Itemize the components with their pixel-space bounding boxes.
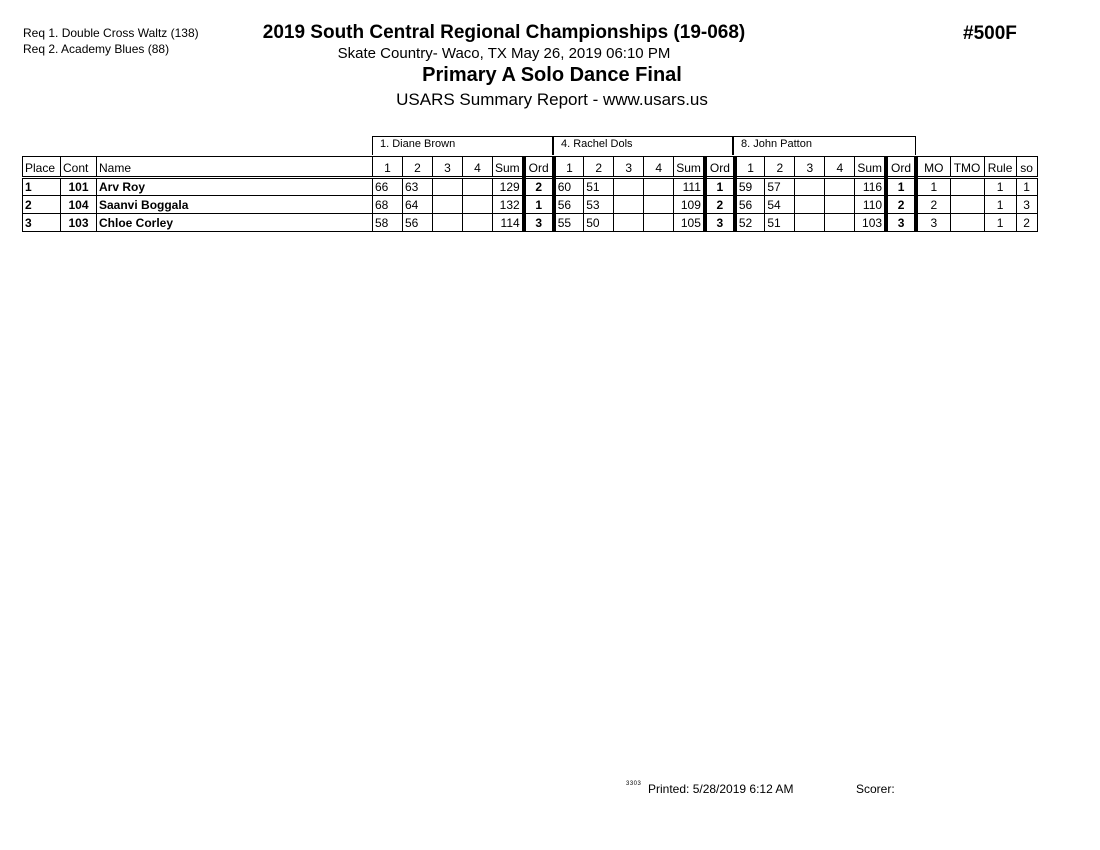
sum: 110: [855, 196, 886, 214]
score: 55: [554, 214, 584, 232]
score: [795, 178, 825, 196]
place: 2: [23, 196, 61, 214]
score: [795, 196, 825, 214]
judge-header-1: 1. Diane Brown: [372, 136, 553, 155]
col-so: so: [1016, 157, 1037, 178]
col-j3-sum: Sum: [855, 157, 886, 178]
score: [463, 196, 493, 214]
score: 51: [765, 214, 795, 232]
score: 56: [735, 196, 765, 214]
col-j2-sum: Sum: [674, 157, 705, 178]
so: 2: [1016, 214, 1037, 232]
score: [614, 178, 644, 196]
judge-header-3: 8. John Patton: [733, 136, 916, 155]
place: 3: [23, 214, 61, 232]
requirement-2: Req 2. Academy Blues (88): [23, 42, 170, 56]
col-j1-s4: 4: [463, 157, 493, 178]
rule: 1: [984, 214, 1016, 232]
col-j1-s3: 3: [433, 157, 463, 178]
score: [795, 214, 825, 232]
score: [644, 196, 674, 214]
sum: 109: [674, 196, 705, 214]
skater-name: Chloe Corley: [97, 214, 373, 232]
score: 50: [584, 214, 614, 232]
col-mo: MO: [916, 157, 950, 178]
score: 56: [403, 214, 433, 232]
col-j2-s4: 4: [644, 157, 674, 178]
place: 1: [23, 178, 61, 196]
mo: 3: [916, 214, 950, 232]
score: [825, 196, 855, 214]
footer-code: 3303: [626, 781, 642, 787]
score: 54: [765, 196, 795, 214]
mo: 2: [916, 196, 950, 214]
mo: 1: [916, 178, 950, 196]
col-name: Name: [97, 157, 373, 178]
skater-name: Arv Roy: [97, 178, 373, 196]
col-j2-s2: 2: [584, 157, 614, 178]
table-header-row: [23, 157, 1038, 178]
col-j3-s4: 4: [825, 157, 855, 178]
col-j1-s2: 2: [403, 157, 433, 178]
so: 1: [1016, 178, 1037, 196]
event-title: Primary A Solo Dance Final: [422, 64, 682, 86]
ordinal: 1: [705, 178, 735, 196]
skater-name: Saanvi Boggala: [97, 196, 373, 214]
printed-timestamp: Printed: 5/28/2019 6:12 AM: [648, 782, 794, 796]
table-row: [23, 196, 1038, 214]
sum: 116: [855, 178, 886, 196]
sum: 111: [674, 178, 705, 196]
score: [825, 214, 855, 232]
score: 60: [554, 178, 584, 196]
col-j3-ord: Ord: [886, 157, 916, 178]
competition-title: 2019 South Central Regional Championships (19-068): [262, 22, 746, 43]
cont: 104: [61, 196, 97, 214]
score: 66: [373, 178, 403, 196]
ordinal: 2: [705, 196, 735, 214]
col-j1-s1: 1: [373, 157, 403, 178]
score: 58: [373, 214, 403, 232]
score: 59: [735, 178, 765, 196]
score: [614, 214, 644, 232]
sum: 129: [493, 178, 524, 196]
score: [463, 178, 493, 196]
tmo: [950, 178, 984, 196]
score: [433, 214, 463, 232]
score: [644, 214, 674, 232]
score: 52: [735, 214, 765, 232]
col-place: Place: [23, 157, 61, 178]
score: 68: [373, 196, 403, 214]
table-row: [23, 178, 1038, 196]
col-j3-s2: 2: [765, 157, 795, 178]
results-table: [22, 156, 1038, 232]
rule: 1: [984, 178, 1016, 196]
table-row: [23, 214, 1038, 232]
ordinal: 1: [524, 196, 554, 214]
scorer-label: Scorer:: [856, 782, 895, 796]
requirement-1: Req 1. Double Cross Waltz (138): [23, 26, 199, 40]
score: [433, 196, 463, 214]
sum: 132: [493, 196, 524, 214]
ordinal: 1: [886, 178, 916, 196]
report-subtitle: USARS Summary Report - www.usars.us: [396, 90, 708, 109]
sum: 114: [493, 214, 524, 232]
ordinal: 3: [524, 214, 554, 232]
ordinal: 3: [886, 214, 916, 232]
score: [825, 178, 855, 196]
score: [644, 178, 674, 196]
score: [614, 196, 644, 214]
col-cont: Cont: [61, 157, 97, 178]
score: 64: [403, 196, 433, 214]
score: 53: [584, 196, 614, 214]
col-j2-s1: 1: [554, 157, 584, 178]
score: [463, 214, 493, 232]
ordinal: 2: [886, 196, 916, 214]
score: 57: [765, 178, 795, 196]
col-j2-s3: 3: [614, 157, 644, 178]
score: 51: [584, 178, 614, 196]
event-code: #500F: [963, 23, 1017, 44]
tmo: [950, 196, 984, 214]
so: 3: [1016, 196, 1037, 214]
col-j3-s3: 3: [795, 157, 825, 178]
score: 63: [403, 178, 433, 196]
col-tmo: TMO: [950, 157, 984, 178]
rule: 1: [984, 196, 1016, 214]
score: [433, 178, 463, 196]
ordinal: 3: [705, 214, 735, 232]
cont: 101: [61, 178, 97, 196]
col-j3-s1: 1: [735, 157, 765, 178]
col-j1-sum: Sum: [493, 157, 524, 178]
score: 56: [554, 196, 584, 214]
location-datetime: Skate Country- Waco, TX May 26, 2019 06:10 PM: [337, 45, 671, 62]
judge-header-2: 4. Rachel Dols: [553, 136, 733, 155]
tmo: [950, 214, 984, 232]
col-rule: Rule: [984, 157, 1016, 178]
col-j2-ord: Ord: [705, 157, 735, 178]
col-j1-ord: Ord: [524, 157, 554, 178]
cont: 103: [61, 214, 97, 232]
ordinal: 2: [524, 178, 554, 196]
sum: 103: [855, 214, 886, 232]
sum: 105: [674, 214, 705, 232]
